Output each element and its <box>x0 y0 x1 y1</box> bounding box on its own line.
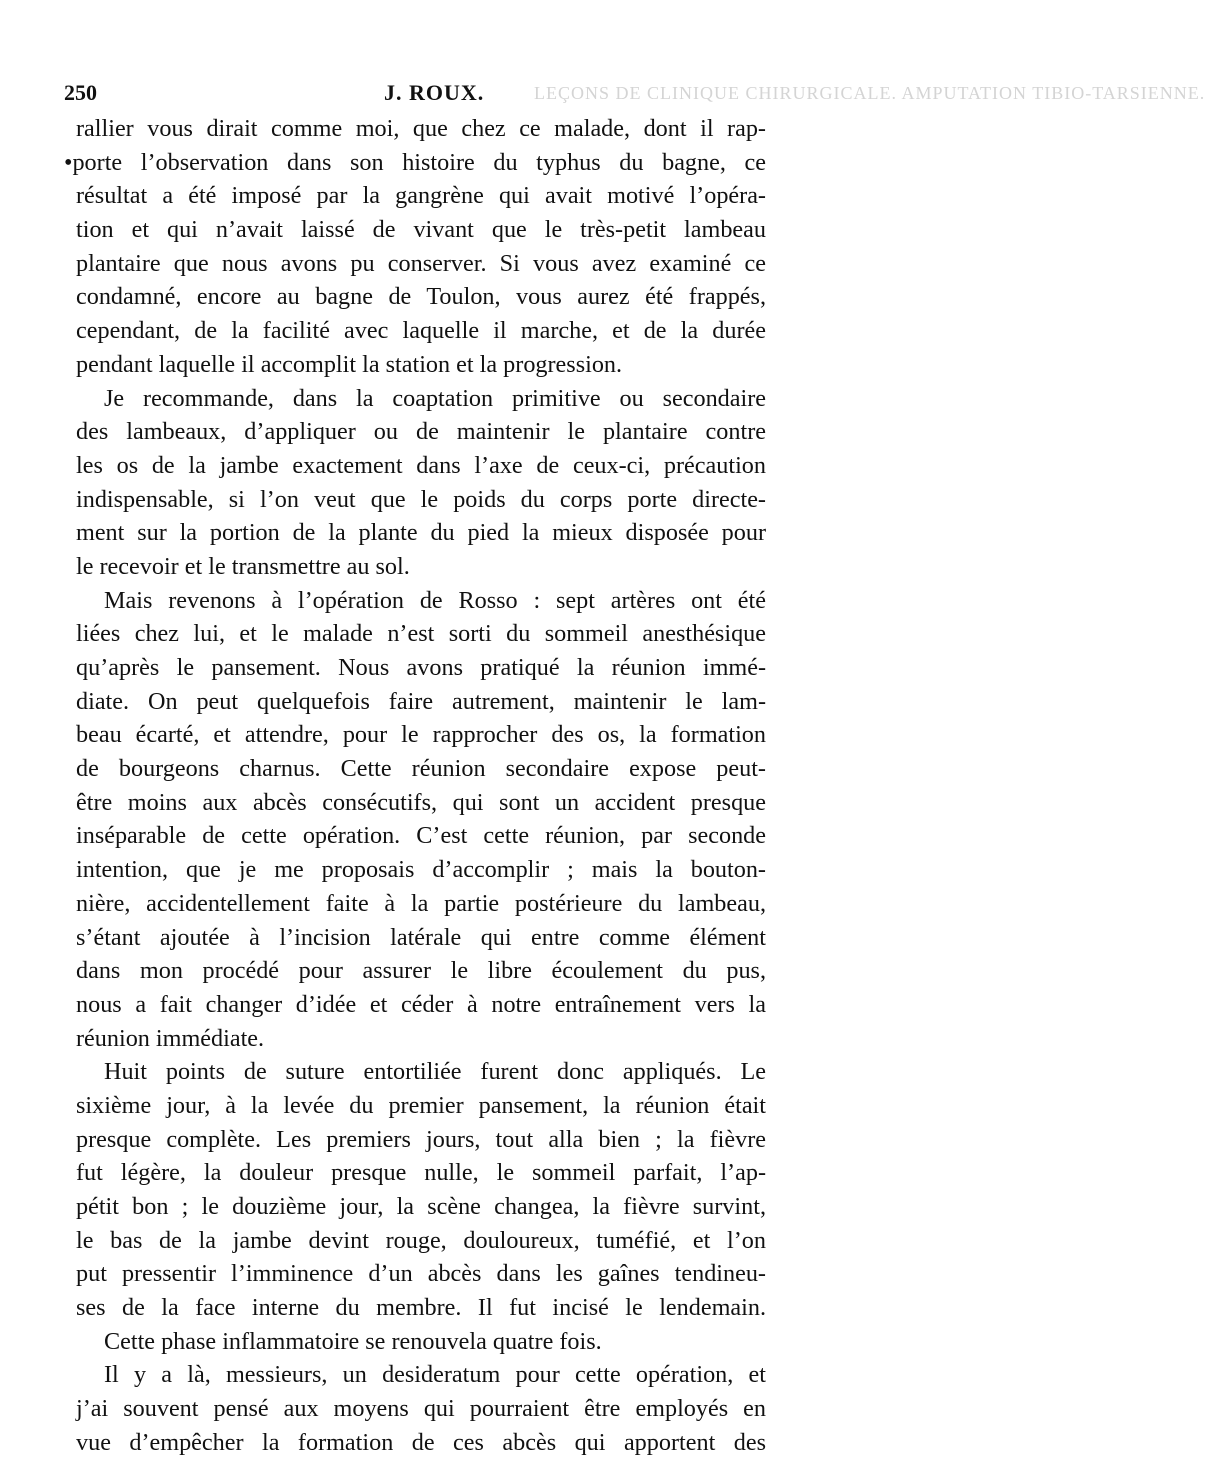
text-line: réunion immédiate. <box>76 1024 265 1052</box>
text-line: inséparable de cette opération. C’est cette réunion, par seconde <box>76 822 766 850</box>
running-head: J. ROUX. <box>384 80 485 105</box>
text-line: des lambeaux, d’appliquer ou de maintenir le plantaire contre <box>76 418 766 446</box>
text-line: Huit points de suture entortiliée furent donc appliqués. Le <box>104 1058 766 1086</box>
text-line: s’étant ajoutée à l’incision latérale qui entre comme élément <box>76 923 766 951</box>
text-line: Il y a là, messieurs, un desideratum pour cette opération, et <box>104 1361 766 1389</box>
text-line: cependant, de la facilité avec laquelle il marche, et de la durée <box>76 317 766 345</box>
text-line: être moins aux abcès consécutifs, qui sont un accident presque <box>76 788 766 816</box>
page-number: 250 <box>64 80 97 105</box>
text-line: nous a fait changer d’idée et céder à notre entraînement vers la <box>76 990 766 1018</box>
text-line: qu’après le pansement. Nous avons pratiqué la réunion immé- <box>76 654 766 681</box>
text-line: put pressentir l’imminence d’un abcès dans les gaînes tendineu- <box>76 1260 766 1288</box>
text-line: •porte l’observation dans son histoire du typhus du bagne, ce <box>64 148 766 176</box>
text-line: tion et qui n’avait laissé de vivant que le très-petit lambeau <box>76 216 766 244</box>
page-header <box>64 78 1205 108</box>
text-line: j’ai souvent pensé aux moyens qui pourraient être employés en <box>76 1395 766 1423</box>
text-line: liées chez lui, et le malade n’est sorti du sommeil anesthésique <box>76 620 766 648</box>
text-line: ment sur la portion de la plante du pied la mieux disposée pour <box>76 519 766 547</box>
text-line: Cette phase inflammatoire se renouvela quatre fois. <box>104 1327 602 1355</box>
text-line: beau écarté, et attendre, pour le rapprocher des os, la formation <box>76 721 766 749</box>
text-line: indispensable, si l’on veut que le poids du corps porte directe- <box>76 485 766 513</box>
text-line: de bourgeons charnus. Cette réunion secondaire expose peut- <box>76 755 766 783</box>
text-line: intention, que je me proposais d’accomplir ; mais la bouton- <box>76 856 766 884</box>
text-line: résultat a été imposé par la gangrène qui avait motivé l’opéra- <box>76 182 766 210</box>
text-line: rallier vous dirait comme moi, que chez ce malade, dont il rap- <box>76 115 766 142</box>
text-line: fut légère, la douleur presque nulle, le sommeil parfait, l’ap- <box>76 1159 766 1187</box>
text-line: dans mon procédé pour assurer le libre écoulement du pus, <box>76 957 766 985</box>
text-line: plantaire que nous avons pu conserver. Si vous avez examiné ce <box>76 249 766 277</box>
text-line: presque complète. Les premiers jours, tout alla bien ; la fièvre <box>76 1125 766 1153</box>
text-line: Mais revenons à l’opération de Rosso : sept artères ont été <box>104 586 766 614</box>
body-text <box>64 112 766 1460</box>
text-line: nière, accidentellement faite à la partie postérieure du lambeau, <box>76 889 766 917</box>
text-line: le bas de la jambe devint rouge, douloureux, tuméfié, et l’on <box>76 1226 766 1254</box>
text-line: sixième jour, à la levée du premier pansement, la réunion était <box>76 1091 766 1119</box>
text-line: le recevoir et le transmettre au sol. <box>76 552 410 580</box>
text-line: Je recommande, dans la coaptation primitive ou secondaire <box>104 384 766 412</box>
text-line: diate. On peut quelquefois faire autrement, maintenir le lam- <box>76 687 766 715</box>
text-line: condamné, encore au bagne de Toulon, vous aurez été frappés, <box>76 283 766 311</box>
text-line: vue d’empêcher la formation de ces abcès qui apportent des <box>76 1428 766 1456</box>
bleed-through-text: LEÇONS DE CLINIQUE CHIRURGICALE. AMPUTATION TIBIO-TARSIENNE. <box>534 83 1205 103</box>
text-line: les os de la jambe exactement dans l’axe de ceux-ci, précaution <box>76 451 766 479</box>
text-line: ses de la face interne du membre. Il fut incisé le lendemain. <box>76 1294 766 1322</box>
text-line: pétit bon ; le douzième jour, la scène changea, la fièvre survint, <box>76 1193 766 1220</box>
text-line: pendant laquelle il accomplit la station et la progression. <box>76 350 623 378</box>
